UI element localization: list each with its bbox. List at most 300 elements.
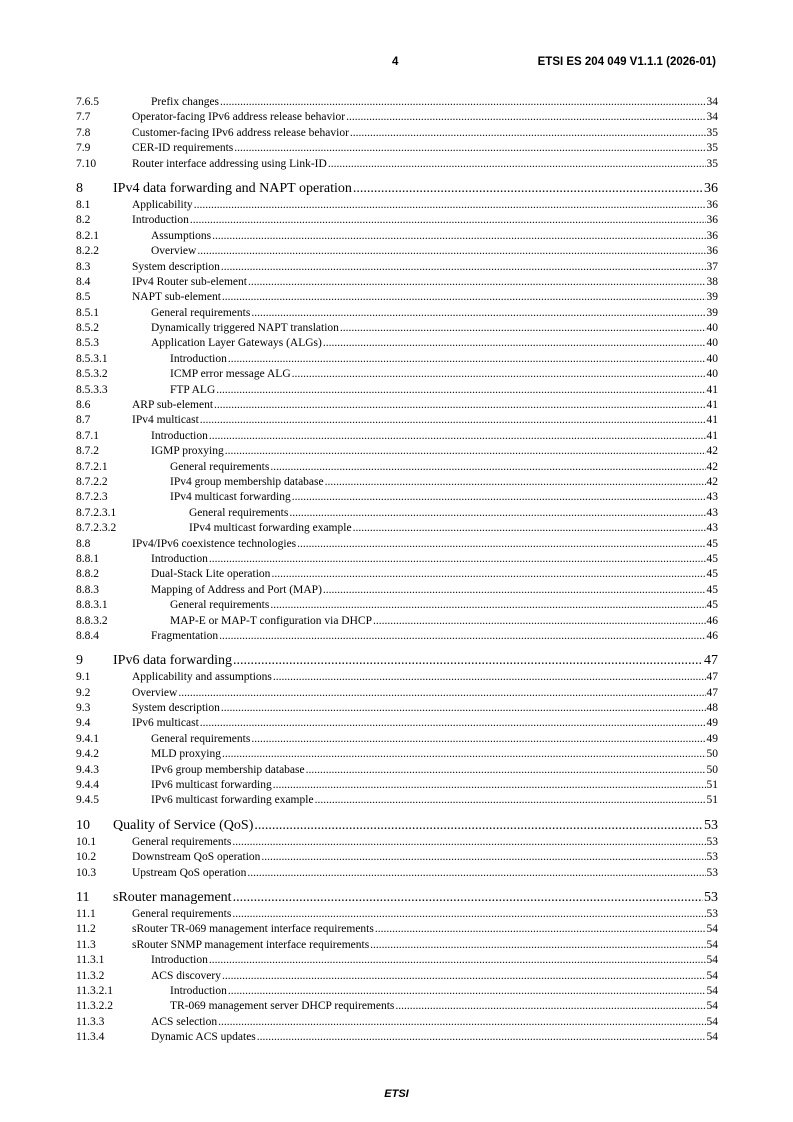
toc-entry-body: [132, 413, 718, 428]
toc-entry[interactable]: [76, 552, 718, 567]
toc-entry[interactable]: [76, 413, 718, 428]
toc-leader-dots: [350, 126, 706, 141]
toc-entry[interactable]: [76, 763, 718, 778]
toc-entry-body: [113, 889, 718, 906]
toc-entry[interactable]: [76, 244, 718, 259]
toc-entry[interactable]: [76, 490, 718, 505]
toc-entry-page: 42: [706, 445, 718, 458]
toc-entry-body: [170, 352, 718, 367]
toc-entry-body: [132, 835, 718, 850]
toc-entry-body: [151, 321, 718, 336]
toc-entry-title: sRouter TR-069 management interface requirements: [132, 923, 374, 936]
toc-entry-body: [132, 686, 718, 701]
toc-entry-page: 34: [706, 96, 718, 108]
toc-entry-number: 8.8.4: [76, 629, 99, 642]
toc-leader-dots: [353, 180, 703, 197]
toc-entry-number: 8.8.3.1: [76, 599, 108, 612]
toc-entry-page: 45: [706, 537, 718, 550]
toc-entry[interactable]: [76, 110, 718, 125]
toc-entry-body: [132, 198, 718, 213]
toc-entry-body: [132, 938, 718, 953]
toc-entry-title: IPv4 Router sub-element: [132, 275, 247, 288]
toc-entry-number: 11.2: [76, 923, 96, 936]
toc-leader-dots: [346, 110, 705, 125]
toc-entry-body: [113, 652, 718, 669]
toc-entry[interactable]: [76, 321, 718, 336]
toc-entry-body: [151, 552, 718, 567]
toc-entry[interactable]: [76, 778, 718, 793]
toc-entry-title: MAP-E or MAP-T configuration via DHCP: [170, 614, 372, 627]
toc-entry[interactable]: [76, 180, 718, 197]
toc-entry[interactable]: [76, 157, 718, 172]
toc-leader-dots: [209, 429, 706, 444]
toc-entry-body: [132, 907, 718, 922]
toc-entry-page: 40: [706, 352, 718, 365]
toc-leader-dots: [315, 793, 706, 808]
toc-entry-page: 39: [706, 306, 718, 319]
toc-entry[interactable]: [76, 999, 718, 1014]
toc-entry-title: Introduction: [132, 214, 189, 227]
toc-entry-number: 8.7.1: [76, 429, 99, 442]
toc-entry[interactable]: [76, 383, 718, 398]
toc-entry-page: 42: [706, 475, 718, 488]
toc-entry-body: [151, 969, 718, 984]
toc-entry[interactable]: [76, 95, 718, 110]
toc-entry-number: 9.4.3: [76, 763, 99, 776]
toc-entry-page: 54: [706, 923, 718, 936]
toc-entry-title: IPv4 multicast: [132, 414, 199, 427]
toc-leader-dots: [370, 938, 705, 953]
toc-entry-number: 8: [76, 180, 83, 196]
toc-entry[interactable]: [76, 922, 718, 937]
toc-entry[interactable]: [76, 984, 718, 999]
toc-entry-page: 34: [706, 111, 718, 124]
toc-entry-number: 11.3.2: [76, 969, 105, 982]
toc-entry-page: 45: [706, 583, 718, 596]
toc-entry-title: ICMP error message ALG: [170, 368, 291, 381]
toc-leader-dots: [222, 290, 706, 305]
toc-entry-page: 43: [706, 506, 718, 519]
toc-entry-title: Applicability and assumptions: [132, 671, 272, 684]
toc-entry-body: [132, 537, 718, 552]
toc-entry[interactable]: [76, 537, 718, 552]
toc-entry-title: General requirements: [189, 506, 289, 519]
toc-entry-title: Fragmentation: [151, 629, 219, 642]
toc-entry-number: 7.7: [76, 111, 91, 124]
toc-entry-body: [189, 521, 718, 536]
toc-entry-number: 8.7.2.2: [76, 475, 108, 488]
toc-entry-page: 48: [706, 702, 718, 715]
toc-entry-title: IPv4 multicast forwarding example: [189, 522, 352, 535]
toc-entry-page: 46: [706, 629, 718, 642]
toc-leader-dots: [218, 1015, 705, 1030]
toc-entry-number: 8.5.2: [76, 322, 99, 335]
toc-entry-number: 8.4: [76, 275, 91, 288]
toc-entry-number: 9.4.5: [76, 794, 99, 807]
table-of-contents: [76, 95, 718, 1045]
toc-entry[interactable]: [76, 670, 718, 685]
toc-entry-title: TR-069 management server DHCP requirements: [170, 1000, 395, 1013]
toc-entry-title: General requirements: [132, 835, 232, 848]
toc-leader-dots: [251, 306, 705, 321]
toc-entry[interactable]: [76, 229, 718, 244]
toc-entry-title: MLD proxying: [151, 748, 221, 761]
toc-leader-dots: [289, 506, 705, 521]
toc-entry[interactable]: [76, 126, 718, 141]
toc-leader-dots: [200, 716, 706, 731]
toc-entry-number: 8.7.2.3: [76, 491, 108, 504]
toc-entry[interactable]: [76, 938, 718, 953]
toc-entry[interactable]: [76, 652, 718, 669]
toc-entry-page: 54: [706, 1000, 718, 1013]
toc-entry-number: 7.10: [76, 157, 97, 170]
toc-entry[interactable]: [76, 1015, 718, 1030]
toc-entry-page: 42: [706, 460, 718, 473]
toc-entry[interactable]: [76, 701, 718, 716]
toc-entry-body: [132, 922, 718, 937]
toc-entry-number: 9.4.2: [76, 748, 99, 761]
toc-entry-page: 54: [706, 938, 718, 951]
toc-entry[interactable]: [76, 1030, 718, 1045]
toc-leader-dots: [221, 701, 706, 716]
toc-entry-title: System description: [132, 260, 220, 273]
toc-entry[interactable]: [76, 850, 718, 865]
toc-entry[interactable]: [76, 506, 718, 521]
toc-entry-title: ACS discovery: [151, 969, 221, 982]
toc-entry[interactable]: [76, 953, 718, 968]
toc-entry-body: [151, 793, 718, 808]
toc-entry-body: [132, 260, 718, 275]
toc-entry-number: 7.9: [76, 142, 91, 155]
toc-entry-page: 36: [706, 214, 718, 227]
toc-leader-dots: [232, 835, 705, 850]
toc-entry-number: 9.2: [76, 686, 91, 699]
toc-entry-title: System description: [132, 702, 220, 715]
toc-entry-page: 45: [706, 568, 718, 581]
toc-entry-body: [151, 444, 718, 459]
toc-entry-number: 8.7.2.3.2: [76, 522, 117, 535]
toc-entry-number: 8.7: [76, 414, 91, 427]
toc-leader-dots: [222, 969, 706, 984]
toc-entry-title: ARP sub-element: [132, 399, 214, 412]
toc-entry-title: General requirements: [151, 306, 251, 319]
toc-entry-title: Operator-facing IPv6 address release behavior: [132, 111, 346, 124]
toc-entry-title: Introduction: [151, 954, 208, 967]
toc-entry-body: [170, 475, 718, 490]
toc-leader-dots: [254, 817, 703, 834]
toc-entry-body: [170, 984, 718, 999]
toc-entry-title: IPv6 group membership database: [151, 763, 305, 776]
toc-entry[interactable]: [76, 969, 718, 984]
toc-leader-dots: [328, 157, 706, 172]
toc-leader-dots: [325, 475, 706, 490]
toc-entry-page: 35: [706, 157, 718, 170]
toc-entry[interactable]: [76, 521, 718, 536]
toc-entry-page: 38: [706, 275, 718, 288]
toc-leader-dots: [228, 352, 706, 367]
toc-entry-title: sRouter management: [113, 889, 232, 905]
toc-entry-number: 10.1: [76, 835, 97, 848]
toc-entry[interactable]: [76, 629, 718, 644]
toc-entry-number: 9.4.4: [76, 779, 99, 792]
toc-entry-body: [170, 460, 718, 475]
toc-leader-dots: [228, 984, 706, 999]
toc-entry-page: 47: [706, 671, 718, 684]
toc-entry-title: IPv4/IPv6 coexistence technologies: [132, 537, 297, 550]
toc-entry[interactable]: [76, 793, 718, 808]
toc-leader-dots: [209, 552, 706, 567]
toc-entry-title: sRouter SNMP management interface requirements: [132, 938, 370, 951]
toc-entry[interactable]: [76, 198, 718, 213]
toc-leader-dots: [200, 413, 706, 428]
toc-entry-page: 53: [706, 835, 718, 848]
toc-entry[interactable]: [76, 352, 718, 367]
toc-leader-dots: [225, 444, 706, 459]
toc-leader-dots: [340, 321, 706, 336]
toc-entry-title: Introduction: [151, 552, 208, 565]
toc-leader-dots: [261, 850, 705, 865]
toc-leader-dots: [292, 367, 706, 382]
toc-entry-number: 8.2.2: [76, 245, 99, 258]
toc-entry[interactable]: [76, 747, 718, 762]
toc-leader-dots: [257, 1030, 706, 1045]
toc-entry[interactable]: [76, 367, 718, 382]
toc-entry-title: Router interface addressing using Link-ID: [132, 157, 327, 170]
toc-entry-page: 43: [706, 491, 718, 504]
toc-entry-title: Upstream QoS operation: [132, 866, 247, 879]
toc-leader-dots: [221, 260, 706, 275]
toc-entry[interactable]: [76, 429, 718, 444]
toc-entry[interactable]: [76, 732, 718, 747]
toc-entry-body: [151, 1030, 718, 1045]
toc-leader-dots: [271, 567, 705, 582]
toc-entry-page: 50: [706, 748, 718, 761]
toc-entry-title: IPv4 multicast forwarding: [170, 491, 291, 504]
toc-entry-number: 8.2.1: [76, 229, 99, 242]
toc-entry-page: 54: [706, 954, 718, 967]
toc-entry-page: 36: [706, 245, 718, 258]
toc-leader-dots: [234, 141, 705, 156]
toc-entry[interactable]: [76, 716, 718, 731]
toc-entry-number: 11.3.3: [76, 1015, 105, 1028]
toc-entry-number: 8.6: [76, 399, 91, 412]
toc-entry-page: 49: [706, 732, 718, 745]
toc-entry-body: [151, 732, 718, 747]
toc-leader-dots: [353, 521, 706, 536]
toc-entry-title: IPv6 data forwarding: [113, 653, 232, 669]
toc-entry-number: 9.4: [76, 717, 91, 730]
toc-entry-number: 7.6.5: [76, 96, 99, 108]
toc-entry-title: Dynamic ACS updates: [151, 1031, 256, 1044]
toc-entry-body: [170, 367, 718, 382]
toc-entry-page: 53: [706, 851, 718, 864]
toc-entry[interactable]: [76, 306, 718, 321]
toc-entry-title: ACS selection: [151, 1015, 218, 1028]
toc-entry-title: IPv6 multicast forwarding: [151, 779, 272, 792]
toc-entry-page: 41: [706, 414, 718, 427]
toc-leader-dots: [273, 778, 706, 793]
toc-leader-dots: [220, 95, 705, 110]
toc-entry-page: 40: [706, 337, 718, 350]
toc-entry-body: [170, 614, 718, 629]
toc-entry-body: [151, 629, 718, 644]
toc-entry-body: [132, 716, 718, 731]
toc-entry[interactable]: [76, 889, 718, 906]
toc-entry-body: [132, 110, 718, 125]
document-reference: ETSI ES 204 049 V1.1.1 (2026-01): [537, 56, 716, 68]
toc-entry-body: [151, 429, 718, 444]
toc-entry[interactable]: [76, 835, 718, 850]
toc-entry-title: Downstream QoS operation: [132, 851, 261, 864]
toc-entry-title: Introduction: [151, 429, 208, 442]
toc-entry-number: 8.5.3: [76, 337, 99, 350]
toc-entry-title: FTP ALG: [170, 383, 216, 396]
toc-entry-body: [170, 490, 718, 505]
toc-entry-body: [132, 290, 718, 305]
toc-entry-body: [151, 778, 718, 793]
toc-entry[interactable]: [76, 598, 718, 613]
toc-entry-page: 39: [706, 291, 718, 304]
toc-leader-dots: [222, 747, 706, 762]
toc-entry[interactable]: [76, 475, 718, 490]
footer-etsi-label: ETSI: [384, 1088, 409, 1100]
toc-leader-dots: [214, 398, 705, 413]
toc-entry-number: 10.3: [76, 866, 97, 879]
toc-entry-title: General requirements: [170, 460, 270, 473]
toc-entry[interactable]: [76, 583, 718, 598]
toc-entry-title: IPv6 multicast: [132, 717, 199, 730]
toc-entry[interactable]: [76, 336, 718, 351]
toc-entry-page: 49: [706, 717, 718, 730]
toc-entry-title: IPv4 data forwarding and NAPT operation: [113, 180, 352, 196]
toc-entry-page: 50: [706, 763, 718, 776]
toc-leader-dots: [190, 213, 706, 228]
toc-entry-number: 10: [76, 817, 90, 833]
toc-entry-page: 46: [706, 614, 718, 627]
toc-entry-title: Overview: [132, 686, 178, 699]
toc-leader-dots: [232, 907, 705, 922]
toc-entry-number: 8.5.3.3: [76, 383, 108, 396]
toc-entry-page: 51: [706, 779, 718, 792]
page-number: 4: [392, 56, 399, 68]
toc-entry[interactable]: [76, 260, 718, 275]
toc-entry[interactable]: [76, 866, 718, 881]
toc-entry-number: 8.5.1: [76, 306, 99, 319]
toc-entry-title: Application Layer Gateways (ALGs): [151, 337, 322, 350]
toc-entry[interactable]: [76, 141, 718, 156]
toc-entry-body: [113, 817, 718, 834]
toc-entry-title: Introduction: [170, 984, 227, 997]
toc-entry[interactable]: [76, 567, 718, 582]
toc-entry-title: Introduction: [170, 352, 227, 365]
toc-entry[interactable]: [76, 290, 718, 305]
toc-entry-body: [151, 567, 718, 582]
toc-entry-title: General requirements: [132, 907, 232, 920]
toc-entry-page: 41: [706, 383, 718, 396]
toc-entry-body: [151, 953, 718, 968]
toc-entry-title: Prefix changes: [151, 96, 220, 108]
toc-entry[interactable]: [76, 907, 718, 922]
toc-leader-dots: [292, 490, 706, 505]
toc-entry-title: NAPT sub-element: [132, 291, 221, 304]
toc-entry-title: IPv6 multicast forwarding example: [151, 794, 314, 807]
toc-entry[interactable]: [76, 213, 718, 228]
toc-entry-number: 8.8: [76, 537, 91, 550]
toc-entry-number: 11: [76, 889, 90, 905]
toc-entry-title: Applicability: [132, 198, 193, 211]
toc-entry-number: 8.8.1: [76, 552, 99, 565]
toc-entry-page: 53: [704, 889, 718, 905]
toc-entry-page: 43: [706, 522, 718, 535]
toc-entry-page: 40: [706, 322, 718, 335]
toc-entry-page: 53: [706, 866, 718, 879]
toc-entry-number: 8.1: [76, 198, 91, 211]
toc-entry-body: [151, 244, 718, 259]
toc-entry[interactable]: [76, 460, 718, 475]
toc-entry[interactable]: [76, 686, 718, 701]
toc-entry-page: 35: [706, 126, 718, 139]
toc-entry-body: [170, 383, 718, 398]
toc-entry[interactable]: [76, 444, 718, 459]
toc-entry-body: [151, 747, 718, 762]
toc-leader-dots: [297, 537, 705, 552]
toc-entry-title: General requirements: [170, 599, 270, 612]
toc-entry[interactable]: [76, 398, 718, 413]
toc-entry-page: 37: [706, 260, 718, 273]
toc-entry-body: [132, 275, 718, 290]
toc-entry-title: CER-ID requirements: [132, 142, 234, 155]
toc-entry-body: [132, 670, 718, 685]
toc-entry-page: 40: [706, 368, 718, 381]
toc-entry-page: 47: [706, 686, 718, 699]
toc-entry-body: [132, 701, 718, 716]
toc-entry-page: 36: [704, 180, 718, 196]
toc-entry-body: [151, 763, 718, 778]
toc-entry-body: [132, 866, 718, 881]
toc-entry-body: [170, 999, 718, 1014]
toc-entry-number: 8.7.2: [76, 445, 99, 458]
toc-entry-body: [151, 95, 718, 110]
toc-leader-dots: [233, 889, 703, 906]
toc-entry-body: [113, 180, 718, 197]
toc-entry[interactable]: [76, 614, 718, 629]
toc-leader-dots: [197, 244, 705, 259]
toc-entry-body: [170, 598, 718, 613]
toc-leader-dots: [219, 629, 705, 644]
toc-leader-dots: [306, 763, 706, 778]
toc-leader-dots: [233, 652, 703, 669]
toc-entry[interactable]: [76, 817, 718, 834]
toc-leader-dots: [373, 614, 706, 629]
toc-entry-body: [189, 506, 718, 521]
toc-entry-title: Mapping of Address and Port (MAP): [151, 583, 322, 596]
toc-entry-number: 11.3: [76, 938, 96, 951]
toc-entry-title: IGMP proxying: [151, 445, 224, 458]
toc-entry-number: 9: [76, 653, 83, 669]
toc-entry-number: 8.5.3.1: [76, 352, 108, 365]
toc-entry-page: 54: [706, 1031, 718, 1044]
toc-entry-body: [132, 141, 718, 156]
page-header: [0, 56, 793, 72]
toc-entry-page: 35: [706, 142, 718, 155]
toc-entry-title: Assumptions: [151, 229, 212, 242]
toc-entry-number: 8.3: [76, 260, 91, 273]
toc-entry-page: 47: [704, 653, 718, 669]
toc-entry[interactable]: [76, 275, 718, 290]
toc-leader-dots: [251, 732, 705, 747]
toc-entry-number: 8.7.2.3.1: [76, 506, 117, 519]
toc-entry-body: [132, 850, 718, 865]
